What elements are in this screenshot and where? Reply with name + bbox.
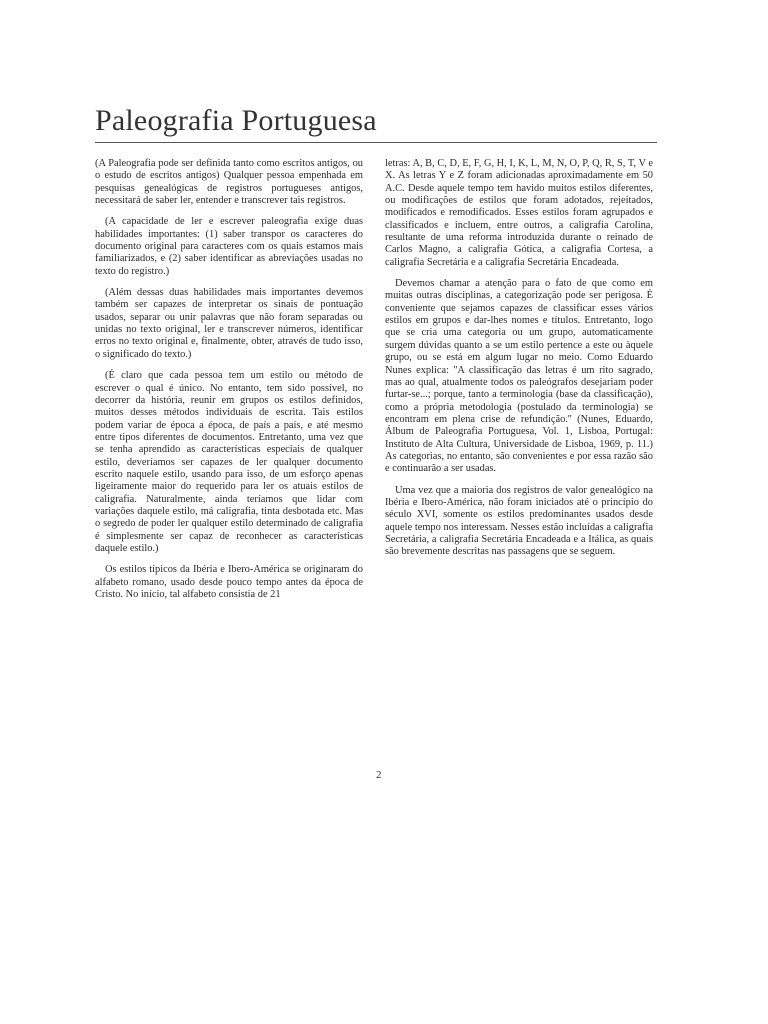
paragraph-definition: (A Paleografia pode ser definida tanto como escritos antigos, ou o estudo de escritos antigos) Qualquer pessoa empenhada em pesquisas genealógicas de registros portugueses antigos, necessitará de saber ler, entender e transcrever tais registros. [95,158,363,207]
paragraph-genealogical-records: Uma vez que a maioria dos registros de valor genealógico na Ibéria e Ibero-América, não foram iniciados até o princípio do século XVI, somente os estilos predominantes usados desde aquele tempo nos interessam. Nesses estão incluídas a caligrafia Secretária, a caligrafia Secretária Encadeada e a Itálica, as quais são brevemente descritas nas passagens que se seguem. [385,484,653,558]
paragraph-styles: (É claro que cada pessoa tem um estilo ou método de escrever o qual é único. No entanto, tem sido possível, no decorrer da história, reunir em grupos os estilos definidos, muitos desses métodos individuais de escrita. Tais estilos podem variar de época a época, de país a país, e até mesmo entre tipos diferentes de documentos. Entretanto, uma vez que se tenha aprendido as características especiais de qualquer estilo, deveríamos ser capazes de ler qualquer documento escrito naquele estilo, usando para isso, de um esforço apenas ligeiramente maior do requerido para ler os atuais estilos de caligrafia. Naturalmente, ainda teríamos que lidar com variações daquele estilo, má caligrafia, tinta desbotada etc. Mas o segredo de poder ler qualquer estilo determinado de caligrafia é simplesmente ser capaz de reconhecer as características daquele estilo.) [95,370,363,554]
page-number: 2 [376,769,382,781]
paragraph-categorization: Devemos chamar a atenção para o fato de que como em muitas outras disciplinas, a categorização pode ser perigosa. É conveniente que sejamos capazes de classificar esses vários estilos em grupos e dar-lhes nomes e títulos. Entretanto, logo que se cria uma categoria ou um grupo, automaticamente surgem dúvidas quanto a se um estilo pertence a este ou àquele grupo, ou se está em algum lugar no meio. Como Eduardo Nunes explica: ''A classificação das letras é um rito sagrado, mas ao qual, atualmente todos os paleógrafos desejariam poder furtar-se...; porque, tanto a terminologia (base da classificação), como a própria metodologia (postulado da terminologia) se encontram em plena crise de refundição.'' (Nunes, Eduardo, Álbum de Paleografia Portuguesa, Vol. 1, Lisboa, Portugal: Instituto de Alta Cultura, Universidade de Lisboa, 1969, p. 11.) As categorias, no entanto, são convenientes e por essa razão são e continuarão a ser usadas. [385,278,653,475]
paragraph-interpretation: (Além dessas duas habilidades mais importantes devemos também ser capazes de interpretar os sinais de pontuação usados, separar ou unir palavras que não foram separadas ou unidas no texto original, ler e transcrever números, identificar erros no texto original e, finalmente, obter, através de tudo isso, o significado do texto.) [95,287,363,360]
paragraph-alphabet: letras: A, B, C, D, E, F, G, H, I, K, L, M, N, O, P, Q, R, S, T, V e X. As letras Y e Z foram adicionadas aproximadamente em 50 A.C. Desde aquele tempo tem havido muitos estilos diferentes, ou modificações de estilos que foram adotados, rejeitados, modificados e remodificados. Esses estilos foram agrupados e classificados e incluem, entre outros, a caligrafia Carolina, resultante de uma reforma introduzida durante o reinado de Carlos Magno, a caligrafia Gótica, a caligrafia Cortesa, a caligrafia Secretária e a caligrafia Secretária Encadeada. [385,158,653,268]
paragraph-skills: (A capacidade de ler e escrever paleografia exige duas habilidades importantes: (1) saber transpor os caracteres do documento original para caracteres com os quais estamos mais familiarizados, e (2) saber identificar as abreviações usadas no texto do registro.) [95,216,363,277]
left-column [95,158,363,610]
right-column [385,158,653,568]
title-rule [95,142,657,143]
paragraph-iberian-origins: Os estilos típicos da Ibéria e Ibero-América se originaram do alfabeto romano, usado desde pouco tempo antes da época de Cristo. No início, tal alfabeto consistia de 21 [95,564,363,600]
page-title: Paleografia Portuguesa [95,104,377,137]
